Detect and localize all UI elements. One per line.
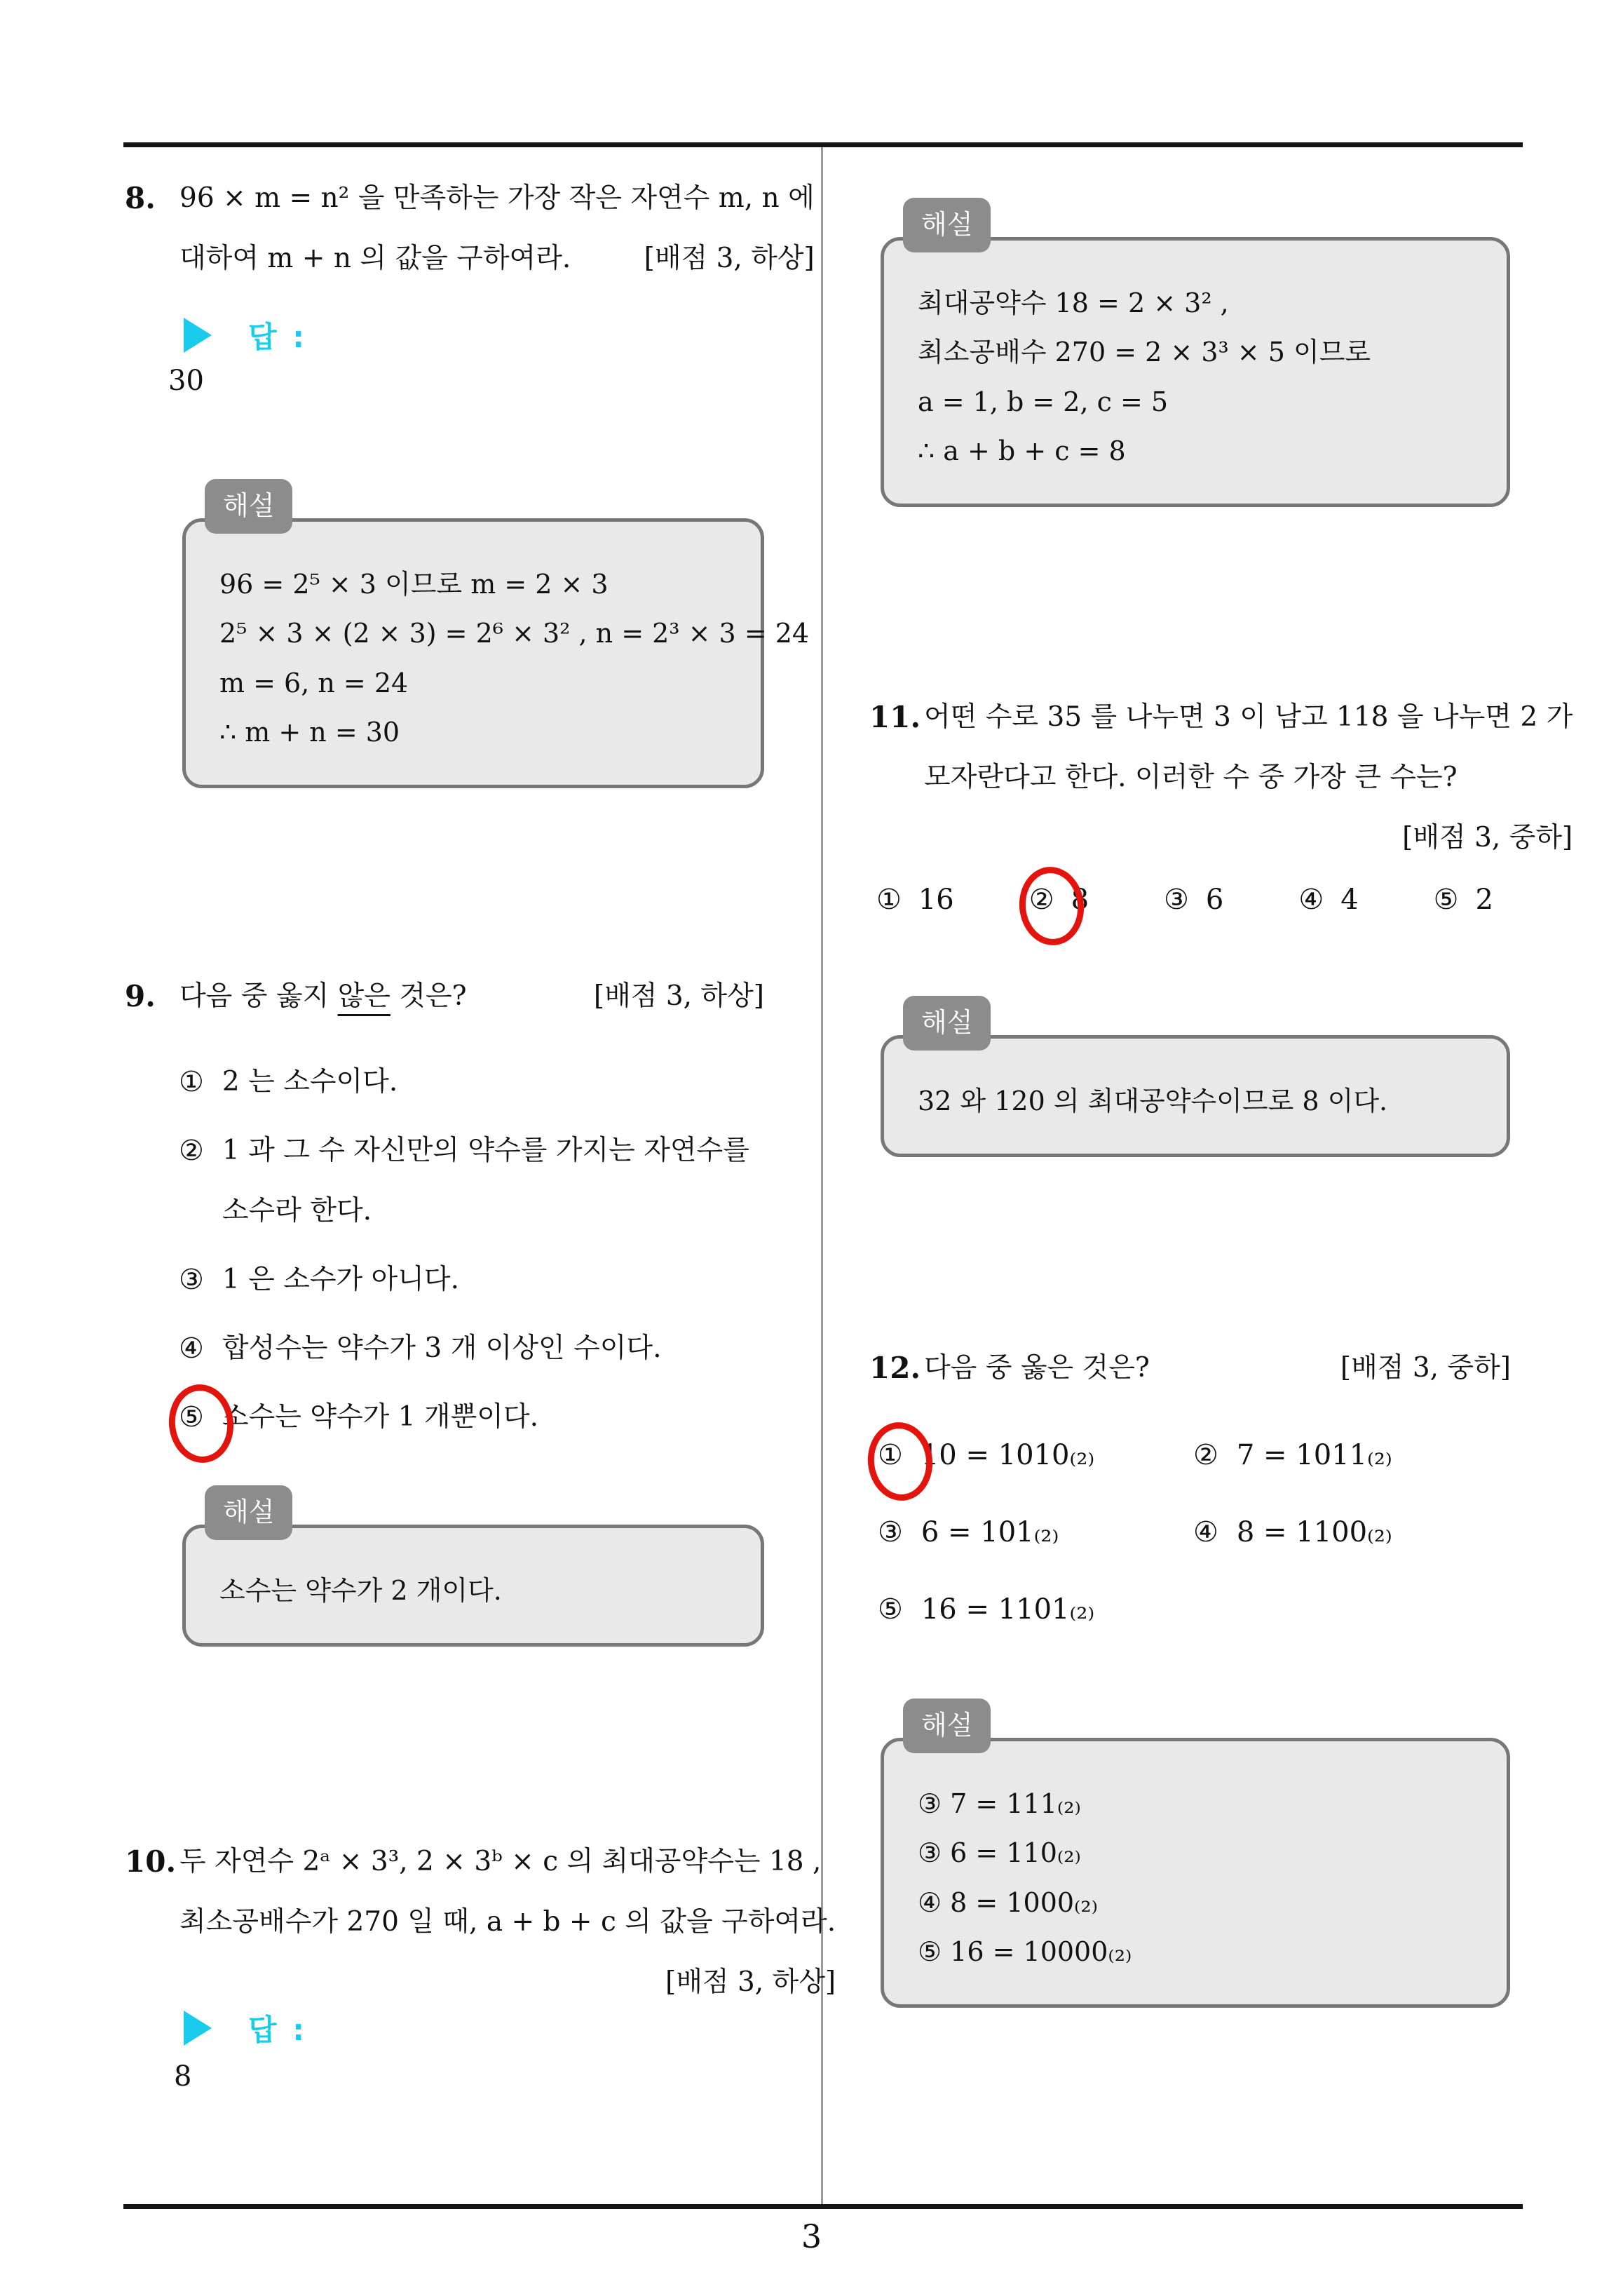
- option-text: 1 은 소수가 아니다.: [222, 1264, 459, 1295]
- option-5: [878, 1579, 1193, 1640]
- option-marker: ⑤: [1433, 884, 1459, 916]
- option-text: 8 = 1100₍₂₎: [1236, 1516, 1392, 1548]
- option-marker: ④: [1193, 1516, 1218, 1548]
- explanation-equation: 7 = 111₍₂₎: [950, 1788, 1081, 1819]
- explanation-line: 최소공배수 270 = 2 × 3³ × 5 이므로: [918, 337, 1371, 368]
- problem-10-line-1: 두 자연수 2ᵃ × 3³, 2 × 3ᵇ × c 의 최대공약수는 18 ,: [179, 1846, 822, 1877]
- option-marker-wrap: [179, 1387, 204, 1448]
- option-marker-wrap: [878, 1425, 903, 1485]
- problem-11-line-1: 어떤 수로 35 를 나누면 3 이 남고 118 을 나누면 2 가: [924, 701, 1573, 733]
- option-4: [1298, 870, 1358, 930]
- explanation-box: [182, 518, 810, 788]
- problem-10-answer-marker: [184, 2007, 307, 2049]
- option-marker: ①: [876, 884, 902, 916]
- option-2: [179, 1121, 768, 1241]
- problem-8-points: [배점 3, 하상]: [644, 243, 815, 274]
- problem-12: [869, 1338, 1511, 1398]
- option-marker: ①: [878, 1439, 903, 1471]
- explanation-line: 2⁵ × 3 × (2 × 3) = 2⁶ × 3² , n = 2³ × 3 = 24: [219, 618, 810, 649]
- explanation-line: [918, 1828, 1476, 1877]
- option-marker: ③: [878, 1516, 903, 1548]
- option-3: [1164, 870, 1223, 930]
- problem-8: [125, 168, 815, 289]
- option-1: [179, 1052, 768, 1112]
- option-text: [222, 1121, 749, 1241]
- problem-9-points: [배점 3, 하상]: [593, 980, 764, 1012]
- option-text: 16: [918, 884, 954, 916]
- option-text: 소수는 약수가 1 개뿐이다.: [222, 1401, 539, 1433]
- option-marker: ②: [1028, 884, 1054, 916]
- explanation-line: 소수는 약수가 2 개이다.: [219, 1575, 502, 1606]
- option-marker: ④: [1298, 884, 1324, 916]
- problem-9-text: [179, 966, 764, 1027]
- option-marker: ②: [1193, 1439, 1218, 1471]
- option-text: 7 = 1011₍₂₎: [1236, 1439, 1392, 1471]
- problem-8-line-2-text: 대하여 m + n 의 값을 구하여라.: [179, 243, 571, 274]
- answer-arrow-icon: [184, 2011, 212, 2046]
- bottom-rule: [123, 2204, 1523, 2209]
- explanation-line: [918, 1927, 1476, 1976]
- problem-12-points: [배점 3, 중하]: [1340, 1352, 1511, 1384]
- explanation-line: 96 = 2⁵ × 3 이므로 m = 2 × 3: [219, 569, 609, 600]
- option-text: 합성수는 약수가 3 개 이상인 수이다.: [222, 1332, 662, 1364]
- problem-10-answer-value: 8: [174, 2060, 192, 2093]
- explanation-equation: 6 = 110₍₂₎: [950, 1837, 1081, 1869]
- problem-8-line-2: [179, 229, 815, 289]
- problem-10-number: 10.: [125, 1844, 177, 1879]
- problem-8-answer-value: 30: [168, 365, 204, 397]
- explanation-line: a = 1, b = 2, c = 5: [918, 386, 1169, 417]
- option-text: 2: [1475, 884, 1493, 916]
- title-post: 것은?: [390, 980, 467, 1012]
- problem-11-explanation: [881, 996, 1510, 1157]
- explanation-line: 최대공약수 18 = 2 × 3² ,: [918, 288, 1229, 318]
- option-marker: ⑤: [179, 1401, 204, 1433]
- explanation-label: 해설: [903, 198, 991, 252]
- explanation-box: [182, 1525, 764, 1647]
- answer-arrow-icon: [184, 318, 212, 353]
- option-text: 4: [1340, 884, 1359, 916]
- problem-11-line-2: 모자란다고 한다. 이러한 수 중 가장 큰 수는?: [924, 762, 1458, 793]
- problem-8-text: [179, 168, 815, 289]
- page-number: 3: [801, 2217, 822, 2255]
- problem-9-explanation: [182, 1485, 764, 1647]
- explanation-line: [918, 1779, 1476, 1828]
- explanation-line: m = 6, n = 24: [219, 667, 409, 698]
- option-1: [878, 1425, 1193, 1485]
- problem-12-number: 12.: [869, 1351, 921, 1385]
- problem-9: [125, 966, 764, 1027]
- problem-11-number: 11.: [869, 700, 921, 734]
- problem-9-number: 9.: [125, 979, 156, 1013]
- explanation-label: 해설: [205, 479, 292, 534]
- problem-8-explanation: [182, 479, 810, 788]
- option-3: [179, 1250, 768, 1310]
- explanation-line: ∴ m + n = 30: [219, 716, 400, 748]
- option-4: [1193, 1502, 1509, 1562]
- option-3: [878, 1502, 1193, 1562]
- problem-10-text: [179, 1832, 836, 2013]
- option-marker: ②: [179, 1135, 204, 1167]
- problem-8-number: 8.: [125, 181, 156, 215]
- option-marker: ③: [918, 1788, 942, 1819]
- option-text: 8: [1071, 884, 1089, 916]
- problem-11-options: [876, 870, 1493, 930]
- problem-10-line-2: 최소공배수가 270 일 때, a + b + c 의 값을 구하여라.: [179, 1906, 836, 1938]
- problem-8-line-1: 96 × m = n² 을 만족하는 가장 작은 자연수 m, n 에: [179, 182, 815, 214]
- title-pre: 다음 중 옳지: [179, 980, 338, 1012]
- option-text: 10 = 1010₍₂₎: [921, 1439, 1095, 1471]
- option-text: 2 는 소수이다.: [222, 1066, 398, 1098]
- problem-12-text: [924, 1338, 1511, 1398]
- problem-11-points: [배점 3, 중하]: [1402, 822, 1573, 853]
- option-5: [179, 1387, 768, 1448]
- option-2: [1193, 1425, 1509, 1485]
- explanation-line: [918, 1878, 1476, 1927]
- problem-8-answer-marker: [184, 314, 307, 356]
- explanation-label: 해설: [903, 996, 991, 1051]
- problem-11-text: [924, 687, 1573, 868]
- option-marker: ③: [179, 1264, 204, 1296]
- option-marker: ①: [179, 1066, 204, 1098]
- problem-11: [869, 687, 1573, 868]
- explanation-equation: 8 = 1000₍₂₎: [950, 1886, 1098, 1918]
- option-text: 6: [1205, 884, 1224, 916]
- problem-10-points: [배점 3, 하상]: [665, 1966, 836, 1998]
- option-4: [179, 1318, 768, 1379]
- option-marker-wrap: [1029, 870, 1054, 930]
- option-marker: ④: [918, 1886, 942, 1918]
- explanation-line: ∴ a + b + c = 8: [918, 435, 1126, 466]
- option-text: 16 = 1101₍₂₎: [921, 1593, 1095, 1626]
- option-marker: ⑤: [878, 1593, 903, 1626]
- option-1: [876, 870, 954, 930]
- option-marker: ④: [179, 1332, 204, 1365]
- explanation-box: [881, 237, 1510, 507]
- answer-label: 답 :: [248, 2013, 307, 2047]
- option-marker: ③: [918, 1837, 942, 1869]
- problem-10-explanation: [881, 198, 1510, 507]
- explanation-equation: 16 = 10000₍₂₎: [950, 1936, 1132, 1967]
- problem-12-title-text: 다음 중 옳은 것은?: [924, 1352, 1150, 1384]
- problem-9-title-text: [179, 966, 467, 1027]
- title-underlined: 않은: [337, 980, 391, 1012]
- answer-label: 답 :: [248, 320, 307, 354]
- option-text: 6 = 101₍₂₎: [921, 1516, 1059, 1548]
- option-text-line-1: 1 과 그 수 자신만의 약수를 가지는 자연수를: [222, 1135, 749, 1166]
- top-rule: [123, 142, 1523, 147]
- explanation-box: [881, 1738, 1510, 2008]
- option-marker: ⑤: [918, 1936, 942, 1967]
- option-5: [1434, 870, 1493, 930]
- explanation-box: [881, 1035, 1510, 1157]
- problem-12-explanation: [881, 1699, 1510, 2008]
- option-2: [1029, 870, 1089, 930]
- option-text-line-2: 소수라 한다.: [222, 1195, 372, 1227]
- problem-9-title: [179, 966, 764, 1027]
- problem-9-options: [179, 1052, 768, 1457]
- problem-12-options: [878, 1425, 1509, 1640]
- explanation-label: 해설: [205, 1485, 292, 1540]
- problem-10: [125, 1832, 836, 2013]
- explanation-label: 해설: [903, 1699, 991, 1753]
- explanation-line: 32 와 120 의 최대공약수이므로 8 이다.: [918, 1086, 1388, 1116]
- option-marker: ③: [1164, 884, 1189, 916]
- problem-12-title: [924, 1338, 1511, 1398]
